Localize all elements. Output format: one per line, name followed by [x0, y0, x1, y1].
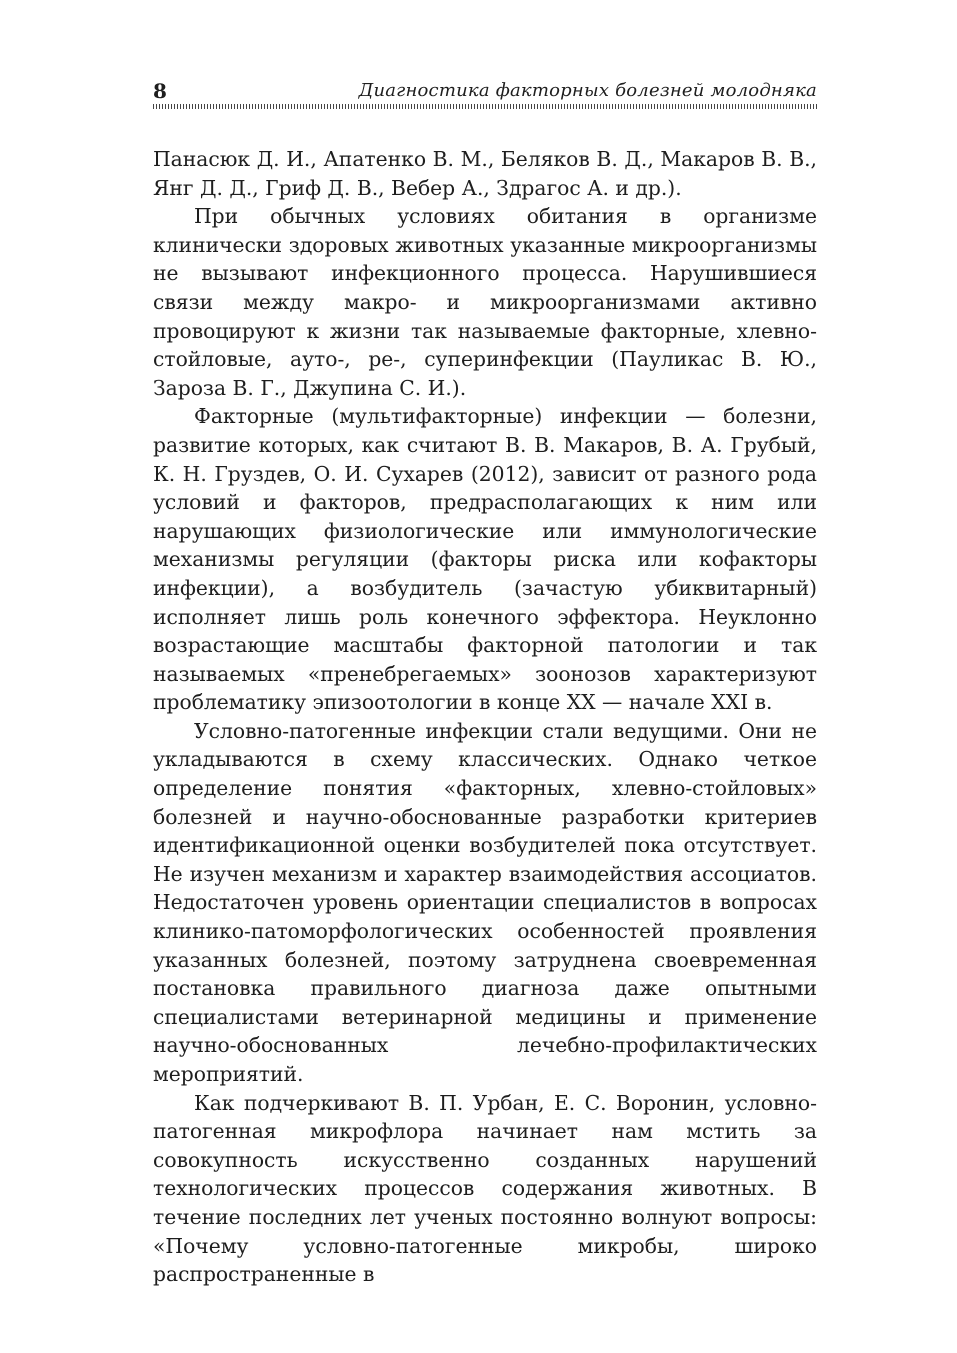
page-header [153, 80, 817, 102]
paragraph-4: Условно-патогенные инфекции стали ведущими. Они не укладываются в схему классических. Однако четкое определение понятия «факторных, хлевно-стойловых» болезней и научно-обоснованные разработки критериев идентификационной оценки возбудителей пока отсутствует. Не изучен механизм и характер взаимодействия ассоциатов. Недостаточен уровень ориентации специалистов в вопросах клинико-патоморфологических особенностей проявления указанных болезней, поэтому затруднена своевременная постановка правильного диагноза даже опытными специалистами ветеринарной медицины и применение научно-обоснованных лечебно-профилактических мероприятий. [153, 718, 817, 1086]
paragraph-2: При обычных условиях обитания в организме клинически здоровых животных указанные микроорганизмы не вызывают инфекционного процесса. Нарушившиеся связи между макро- и микроорганизмами активно провоцируют к жизни так называемые факторные, хлевно-стойловые, ауто-, ре-, суперинфекции (Пауликас В. Ю., Зароза В. Г., Джупина С. И.). [153, 204, 817, 400]
body-text [153, 145, 817, 1289]
page-number: 8 [153, 79, 167, 103]
paragraph-3: Факторные (мультифакторные) инфекции — болезни, развитие которых, как считают В. В. Макаров, В. А. Грубый, К. Н. Груздев, О. И. Сухарев (2012), зависит от разного рода условий и факторов, предрасполагающих к ним или нарушающих физиологические или иммунологические механизмы регуляции (факторы риска или кофакторы инфекции), а возбудитель (зачастую убиквитарный) исполняет лишь роль конечного эффектора. Неуклонно возрастающие масштабы факторной патологии и так называемых «пренебрегаемых» зоонозов характеризуют проблематику эпизоотологии в конце XX — начале XXI в. [153, 404, 817, 715]
header-rule [153, 104, 817, 109]
paragraph-1: Панасюк Д. И., Апатенко В. М., Беляков В. Д., Макаров В. В., Янг Д. Д., Гриф Д. В., Вебер А., Здрагос А. и др.). [153, 147, 817, 200]
paragraph-5: Как подчеркивают В. П. Урбан, Е. С. Воронин, условно-патогенная микрофлора начинает нам мстить за совокупность искусственно созданных нарушений технологических процессов содержания животных. В течение последних лет ученых постоянно волнуют вопросы: «Почему условно-патогенные микробы, широко распространенные в [153, 1090, 817, 1287]
running-title: Диагностика факторных болезней молодняка [358, 80, 817, 101]
